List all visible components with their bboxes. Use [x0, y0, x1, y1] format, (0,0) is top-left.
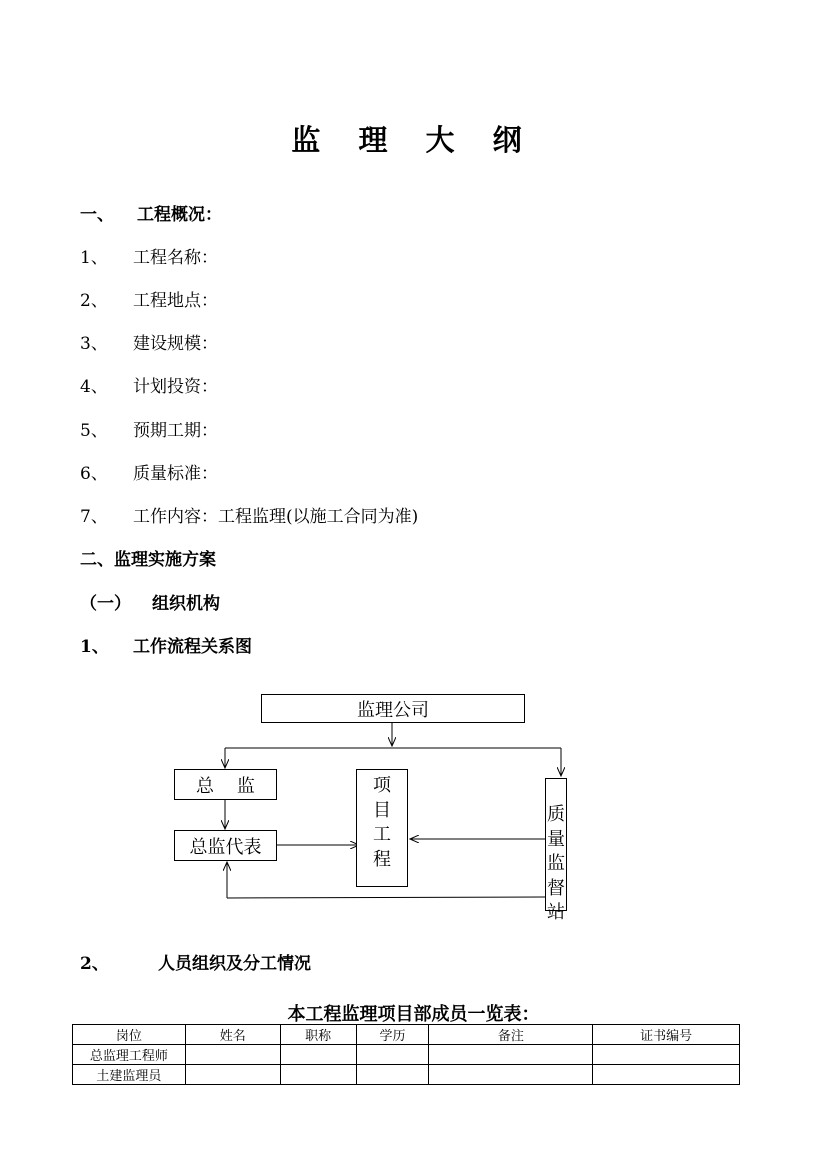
table-cell — [429, 1065, 593, 1085]
list-item-number: 6、 — [80, 464, 108, 484]
list-item-text: 工程名称： — [133, 248, 218, 268]
table-row — [73, 1065, 740, 1085]
item-heading-staffing: 人员组织及分工情况 — [158, 954, 311, 974]
table-cell — [429, 1045, 593, 1065]
list-item-number: 2、 — [80, 291, 108, 311]
list-item-text: 工作内容：工程监理(以施工合同为准) — [133, 507, 419, 527]
section-heading-overview-label: 工程概况： — [137, 205, 222, 225]
org-box-supervision-company — [261, 694, 525, 723]
column-header: 备注 — [429, 1025, 593, 1045]
subsection-heading-organization: 组织机构 — [152, 594, 220, 614]
members-table — [72, 1024, 740, 1085]
table-cell — [185, 1065, 280, 1085]
list-item-text: 建设规模： — [133, 334, 218, 354]
table-cell — [280, 1065, 356, 1085]
list-item-number: 7、 — [80, 507, 108, 527]
org-box-char: 工 — [373, 824, 391, 845]
table-cell: 土建监理员 — [73, 1065, 186, 1085]
column-header: 证书编号 — [593, 1025, 740, 1045]
table-cell — [280, 1045, 356, 1065]
item-number: 1、 — [80, 637, 109, 657]
org-box-chief-supervisor — [174, 769, 277, 800]
list-item-text: 预期工期： — [133, 421, 218, 441]
list-item-text: 计划投资： — [133, 377, 218, 397]
list-item-number: 5、 — [80, 421, 108, 441]
section-heading-plan: 二、监理实施方案 — [80, 550, 216, 570]
table-cell — [356, 1045, 429, 1065]
org-box-char: 督 — [547, 877, 565, 899]
org-box-char: 目 — [373, 799, 391, 821]
table-cell — [185, 1045, 280, 1065]
org-box-char: 质 — [547, 804, 565, 825]
org-box-char: 项 — [373, 775, 391, 796]
org-box-char: 程 — [373, 848, 391, 870]
table-cell — [356, 1065, 429, 1085]
list-item-text: 工程地点： — [133, 291, 218, 311]
document-title: 监 理 大 纲 — [291, 123, 536, 157]
org-box-char: 监 — [547, 853, 565, 874]
org-box-label: 总监代表 — [189, 836, 262, 858]
org-box-quality-supervision-station — [545, 778, 567, 923]
table-cell — [593, 1045, 740, 1065]
org-box-chief-representative — [174, 830, 277, 861]
column-header: 职称 — [280, 1025, 356, 1045]
list-item-text: 质量标准： — [133, 464, 218, 484]
table-cell — [593, 1065, 740, 1085]
connector-feedback-bottom — [227, 897, 545, 898]
org-box-label: 总 监 — [196, 775, 255, 797]
org-box-project — [356, 769, 408, 887]
org-box-char: 站 — [547, 902, 565, 923]
column-header: 姓名 — [185, 1025, 280, 1045]
table-row — [73, 1045, 740, 1065]
org-box-label: 监理公司 — [357, 699, 429, 721]
list-item-number: 1、 — [80, 248, 108, 268]
item-number: 2、 — [80, 954, 109, 974]
item-heading-flow-chart: 工作流程关系图 — [133, 637, 252, 657]
table-cell: 总监理工程师 — [73, 1045, 186, 1065]
org-box-char: 量 — [547, 828, 565, 850]
section-number: 一、 — [80, 205, 114, 225]
table-title: 本工程监理项目部成员一览表： — [287, 1004, 540, 1025]
column-header: 学历 — [356, 1025, 429, 1045]
table-header-row — [73, 1025, 740, 1045]
list-item-number: 3、 — [80, 334, 108, 354]
column-header: 岗位 — [73, 1025, 186, 1045]
subsection-number: （一） — [80, 594, 131, 614]
list-item-number: 4、 — [80, 377, 108, 397]
